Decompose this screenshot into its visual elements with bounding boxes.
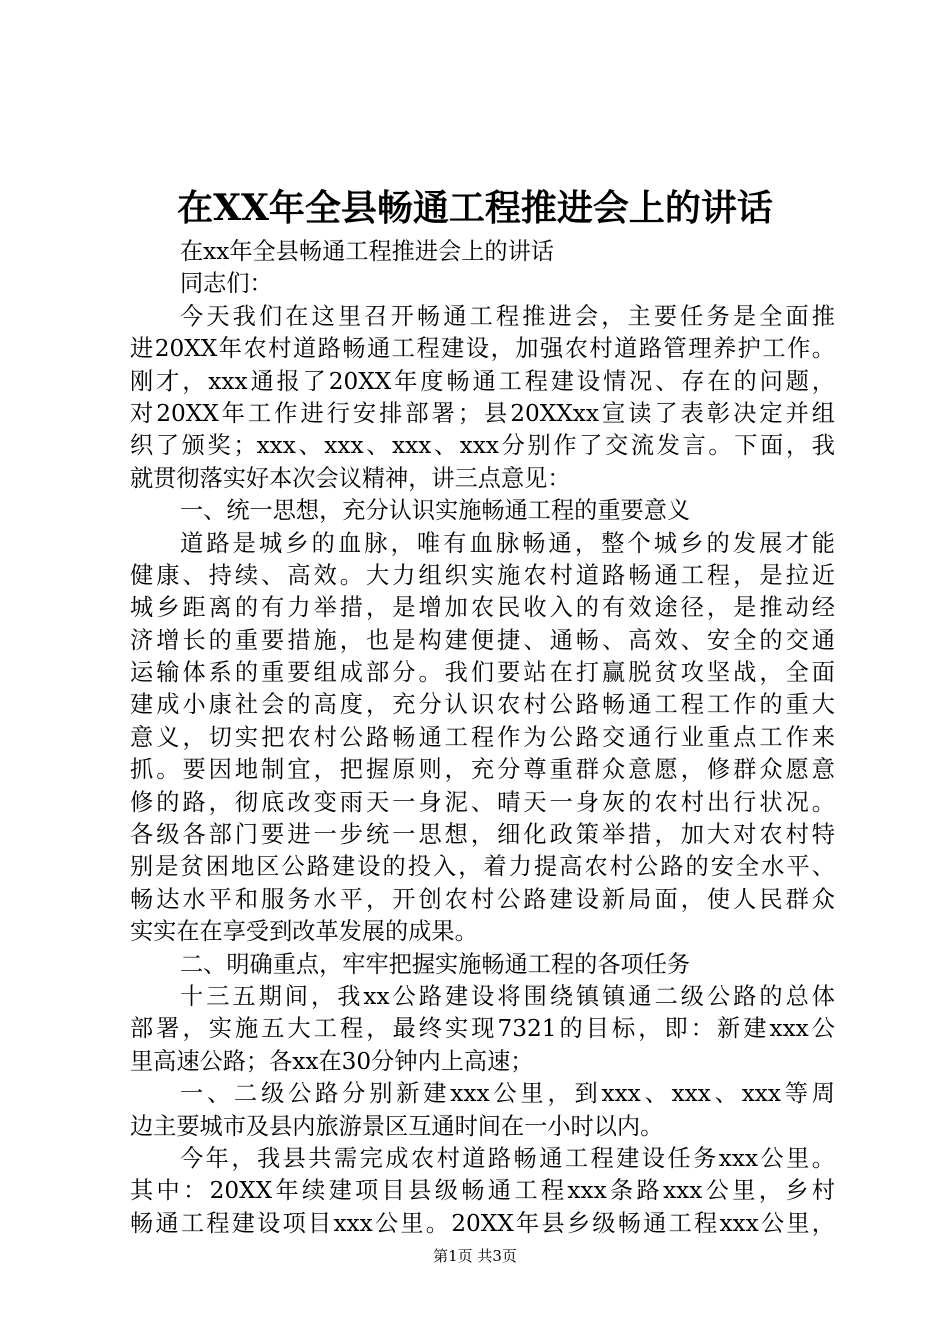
paragraph-line: 其中：20XX年续建项目县级畅通工程xxx条路xxx公里，乡村	[130, 1177, 835, 1205]
paragraph-line: 刚才，xxx通报了20XX年度畅通工程建设情况、存在的问题，	[130, 367, 835, 395]
paragraph-line: 建成小康社会的高度，充分认识农村公路畅通工程工作的重大	[130, 691, 835, 719]
paragraph-line: 今天我们在这里召开畅通工程推进会，主要任务是全面推	[180, 302, 835, 330]
paragraph-line: 意义，切实把农村公路畅通工程作为公路交通行业重点工作来	[130, 723, 835, 751]
paragraph-line: 道路是城乡的血脉，唯有血脉畅通，整个城乡的发展才能	[180, 529, 835, 557]
paragraph-line: 畅通工程建设项目xxx公里。20XX年县乡级畅通工程xxx公里，	[130, 1209, 835, 1237]
paragraph-line: 边主要城市及县内旅游景区互通时间在一小时以内。	[130, 1112, 664, 1140]
paragraph-line: 畅达水平和服务水平，开创农村公路建设新局面，使人民群众	[130, 885, 835, 913]
paragraph-line: 抓。要因地制宜，把握原则，充分尊重群众意愿，修群众愿意	[130, 756, 835, 784]
paragraph-line: 一、统一思想，充分认识实施畅通工程的重要意义	[180, 497, 691, 525]
page-footer: 第1页 共3页	[433, 1247, 517, 1265]
paragraph-line: 里高速公路；各xx在30分钟内上高速；	[130, 1047, 534, 1075]
paragraph-line: 进20XX年农村道路畅通工程建设，加强农村道路管理养护工作。	[130, 335, 835, 363]
paragraph-line: 二、明确重点，牢牢把握实施畅通工程的各项任务	[180, 950, 691, 978]
paragraph-line: 各级各部门要进一步统一思想，细化政策举措，加大对农村特	[130, 821, 835, 849]
paragraph-line: 一、二级公路分别新建xxx公里，到xxx、xxx、xxx等周	[180, 1080, 835, 1108]
document-title: 在XX年全县畅通工程推进会上的讲话	[177, 187, 773, 229]
paragraph-line: 健康、持续、高效。大力组织实施农村道路畅通工程，是拉近	[130, 561, 835, 589]
paragraph-line: 城乡距离的有力举措，是增加农民收入的有效途径，是推动经	[130, 594, 835, 622]
paragraph-line: 对20XX年工作进行安排部署；县20XXxx宣读了表彰决定并组	[130, 399, 835, 427]
paragraph-line: 织了颁奖；xxx、xxx、xxx、xxx分别作了交流发言。下面，我	[130, 432, 835, 460]
paragraph-line: 济增长的重要措施，也是构建便捷、通畅、高效、安全的交通	[130, 626, 835, 654]
paragraph-line: 部署，实施五大工程，最终实现7321的目标，即：新建xxx公	[130, 1015, 835, 1043]
paragraph-line: 实实在在享受到改革发展的成果。	[130, 918, 478, 946]
paragraph-line: 修的路，彻底改变雨天一身泥、晴天一身灰的农村出行状况。	[130, 788, 835, 816]
paragraph-line: 就贯彻落实好本次会议精神，讲三点意见：	[130, 464, 571, 492]
paragraph-line: 今年，我县共需完成农村道路畅通工程建设任务xxx公里。	[180, 1144, 835, 1172]
paragraph-line: 别是贫困地区公路建设的投入，着力提高农村公路的安全水平、	[130, 853, 835, 881]
document-body	[130, 236, 835, 1240]
paragraph-line: 运输体系的重要组成部分。我们要站在打赢脱贫攻坚战，全面	[130, 659, 835, 687]
paragraph-line: 十三五期间，我xx公路建设将围绕镇镇通二级公路的总体	[180, 982, 835, 1010]
paragraph-line: 同志们：	[180, 270, 273, 298]
paragraph-line: 在xx年全县畅通工程推进会上的讲话	[180, 238, 554, 265]
